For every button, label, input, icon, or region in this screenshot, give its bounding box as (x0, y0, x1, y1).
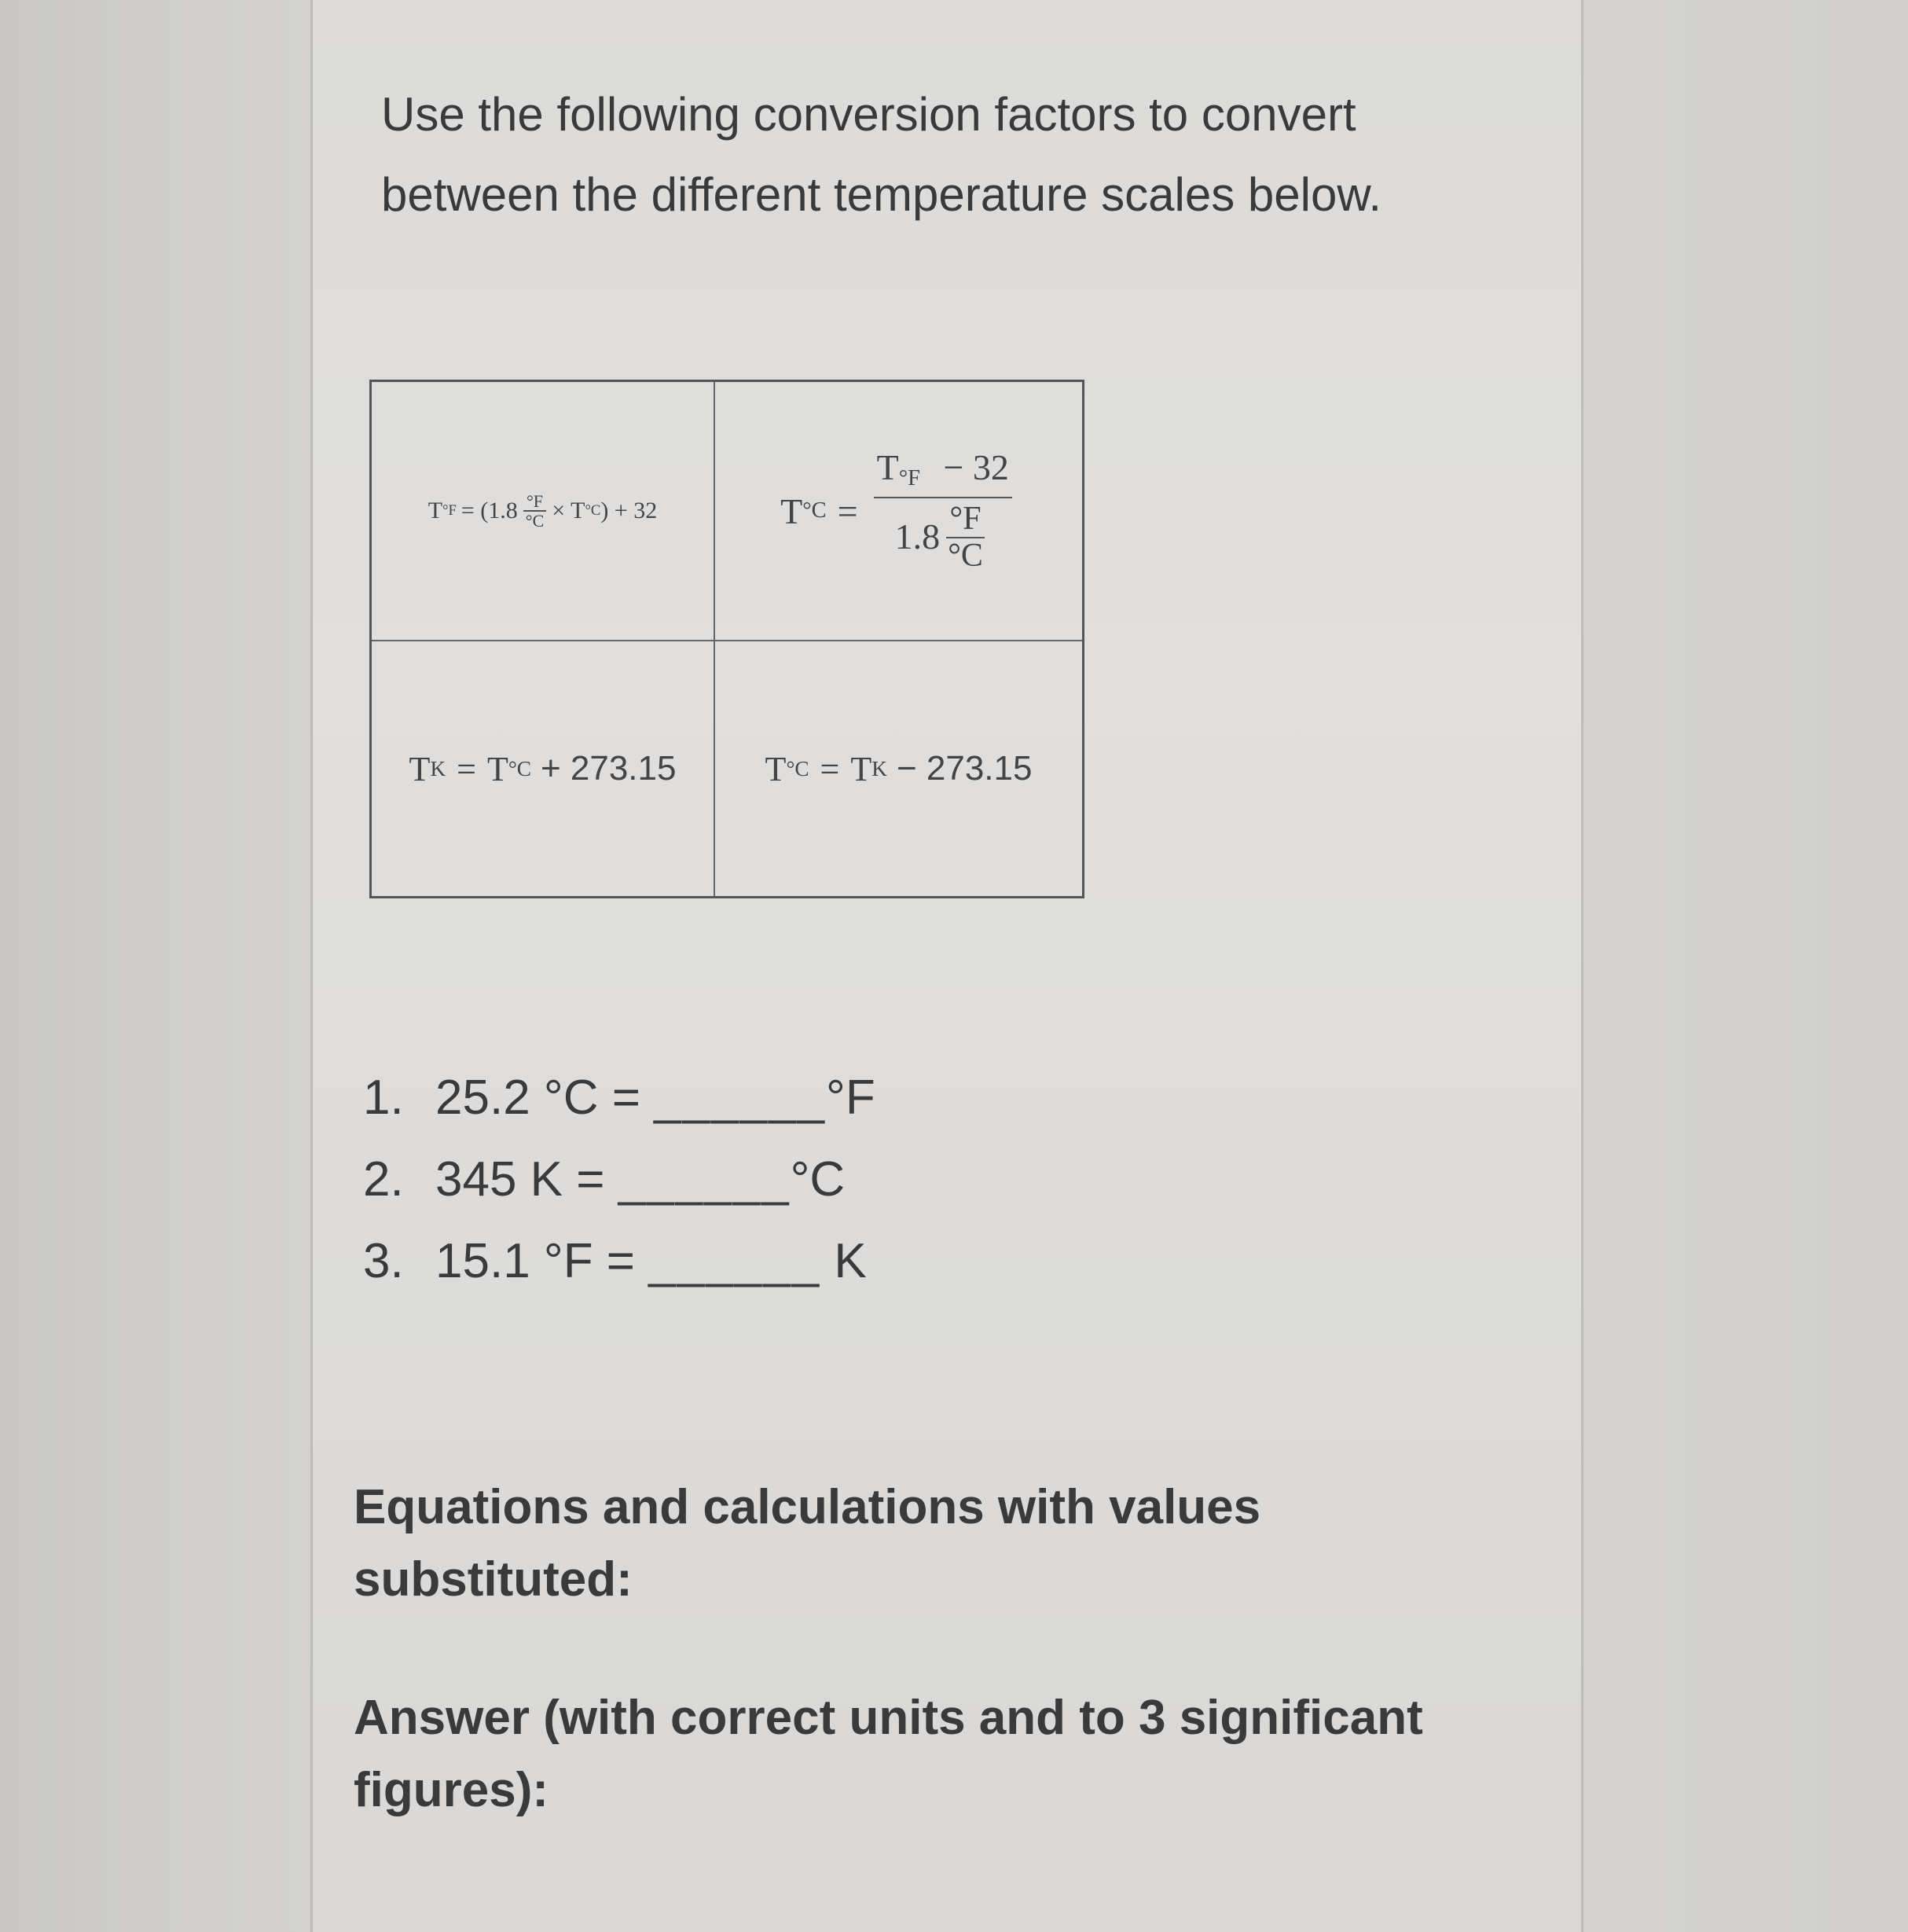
answer-blank: ______ (648, 1234, 821, 1288)
formula-kelvin-from-celsius: T K = T °C + 273.15 (372, 641, 715, 896)
answer-blank: ______ (618, 1152, 791, 1207)
instructions-line-1: Use the following conversion factors to convert (381, 88, 1356, 141)
instructions (381, 75, 1544, 235)
background-left (0, 0, 310, 1932)
answer-blank: ______ (654, 1071, 827, 1125)
conversion-table (369, 380, 1084, 898)
formula-celsius-from-fahrenheit: T °C = $T_{^\circ F} - 32$ 1.8 $\frac{^\circ F}{^\circ C}$ (715, 382, 1082, 641)
fraction-f-over-c-large: $\frac{^\circ F}{^\circ C}$ (948, 501, 983, 574)
answer-label: Answer (with correct units and to 3 significant figures): (354, 1691, 1423, 1817)
worksheet-page (310, 0, 1583, 1932)
equations-label: Equations and calculations with values substituted: (354, 1480, 1261, 1607)
fraction-f-over-c: $\frac{^\circ F}{^\circ C}$ (523, 492, 547, 530)
list-item: 3. 15.1 °F = ______ K (363, 1234, 867, 1288)
formula-fahrenheit-from-celsius: T °F = (1.8 $\frac{^\circ F}{^\circ C}$ × T °C ) + 32 (372, 382, 715, 641)
list-item: 2. 345 K = ______°C (363, 1152, 846, 1207)
formula-celsius-from-kelvin: T °C = T K − 273.15 (765, 749, 1033, 788)
question-list (363, 1057, 875, 1302)
list-item: 1. 25.2 °C = ______°F (363, 1071, 875, 1125)
instructions-line-2: between the different temperature scales below. (381, 168, 1382, 221)
background-right (1583, 0, 1908, 1932)
fraction-celsius-formula: $T_{^\circ F} - 32$ 1.8 $\frac{^\circ F}{^\circ C}$ (874, 449, 1012, 572)
